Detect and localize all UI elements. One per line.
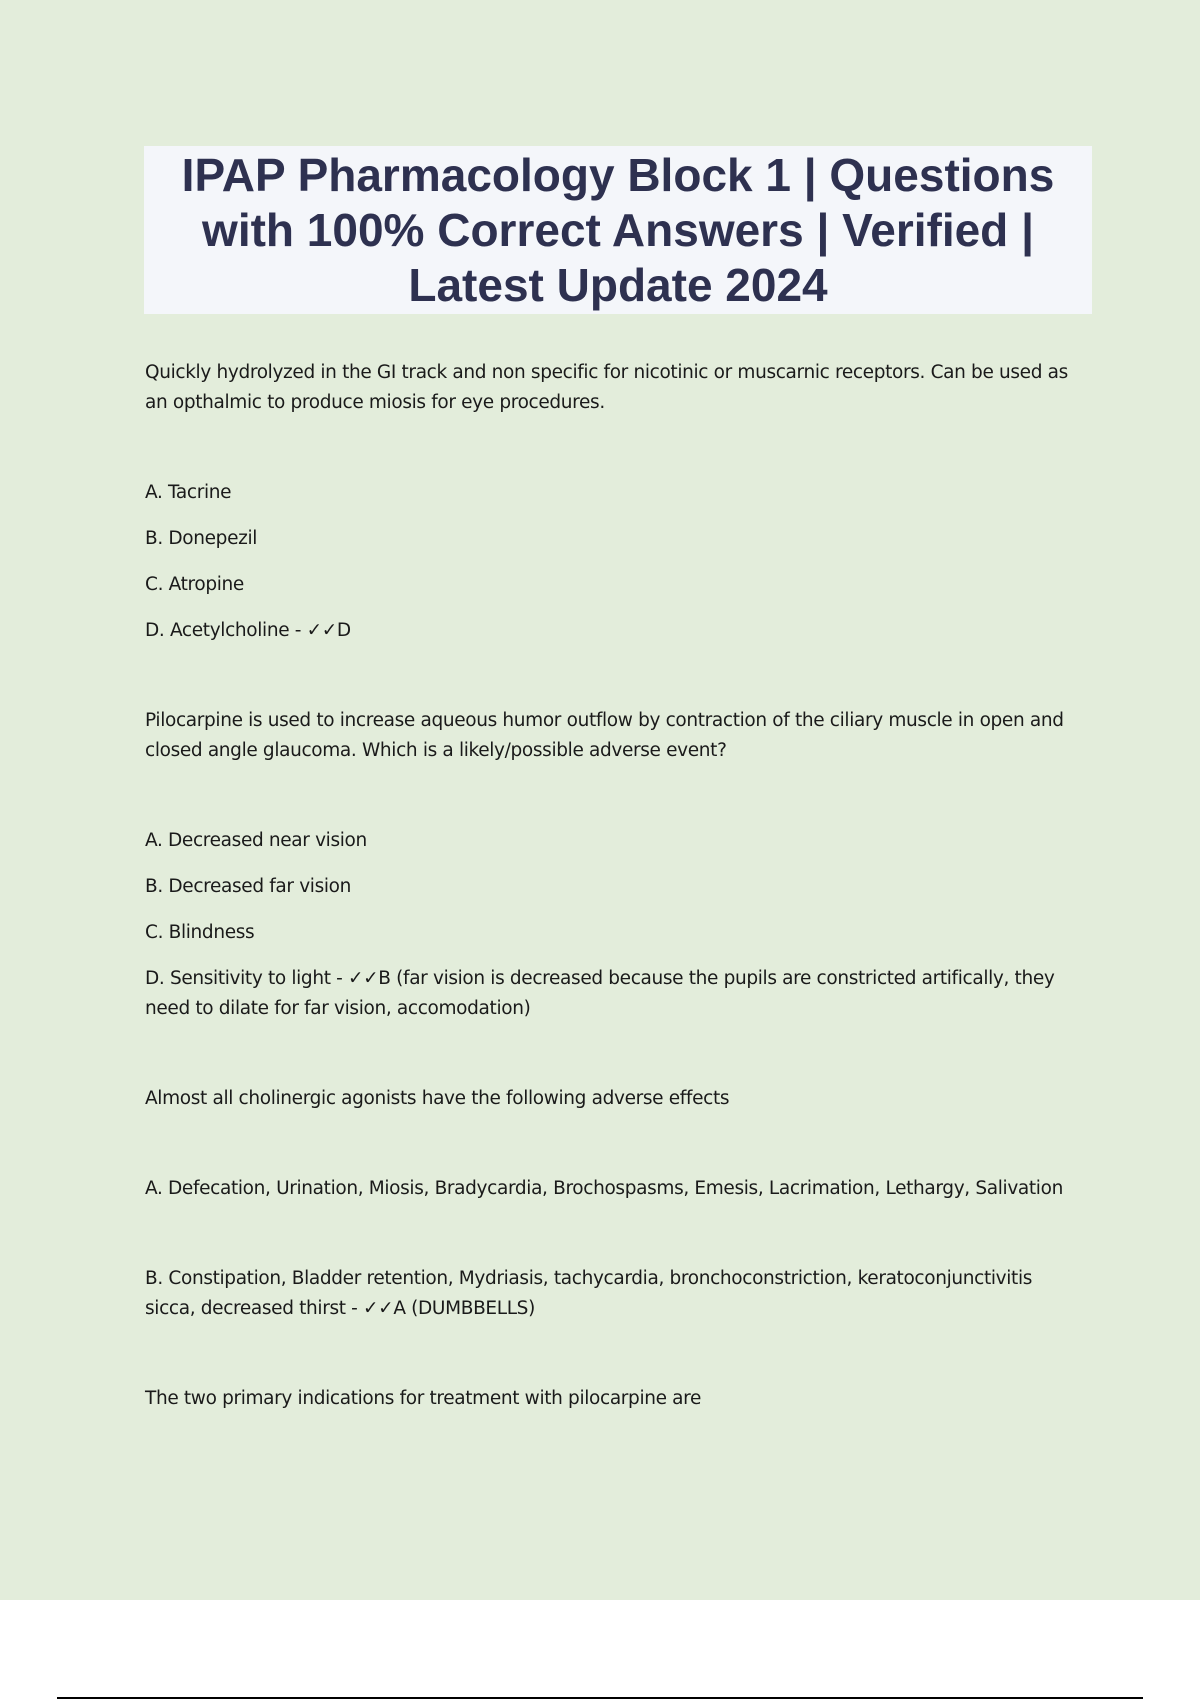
answer-option: A. Decreased near vision [145,830,367,851]
question-text: The two primary indications for treatment with pilocarpine are [145,1388,702,1409]
answer-option: A. Defecation, Urination, Miosis, Bradycardia, Brochospasms, Emesis, Lacrimation, Lethargy, Salivation [145,1178,1063,1199]
question-list [145,358,1085,1474]
title-banner [144,146,1092,314]
answer-option: C. Atropine [145,574,244,595]
answer-option: B. Constipation, Bladder retention, Mydriasis, tachycardia, bronchoconstriction, keratoconjunctivitis sicca, decreased thirst - ✓✓A (DUMBBELLS) [145,1268,1033,1319]
page-divider [57,1697,1143,1699]
answer-option: D. Sensitivity to light - ✓✓B (far vision is decreased because the pupils are constricted artifically, they need to dilate for far vision, accomodation) [145,968,1055,1019]
answer-option: B. Decreased far vision [145,876,352,897]
answer-option: C. Blindness [145,922,255,943]
question-text: Quickly hydrolyzed in the GI track and non specific for nicotinic or muscarnic receptors. Can be used as an opthalmic to produce miosis for eye procedures. [145,362,1068,413]
answer-option: D. Acetylcholine - ✓✓D [145,620,351,641]
answer-option: A. Tacrine [145,482,232,503]
question-text: Pilocarpine is used to increase aqueous humor outflow by contraction of the ciliary muscle in open and closed angle glaucoma. Which is a likely/possible adverse event? [145,710,1064,761]
answer-option: B. Donepezil [145,528,258,549]
document-title: IPAP Pharmacology Block 1 | Questions with 100% Correct Answers | Verified | Latest Update 2024 [181,148,1055,311]
question-text: Almost all cholinergic agonists have the following adverse effects [145,1088,730,1109]
